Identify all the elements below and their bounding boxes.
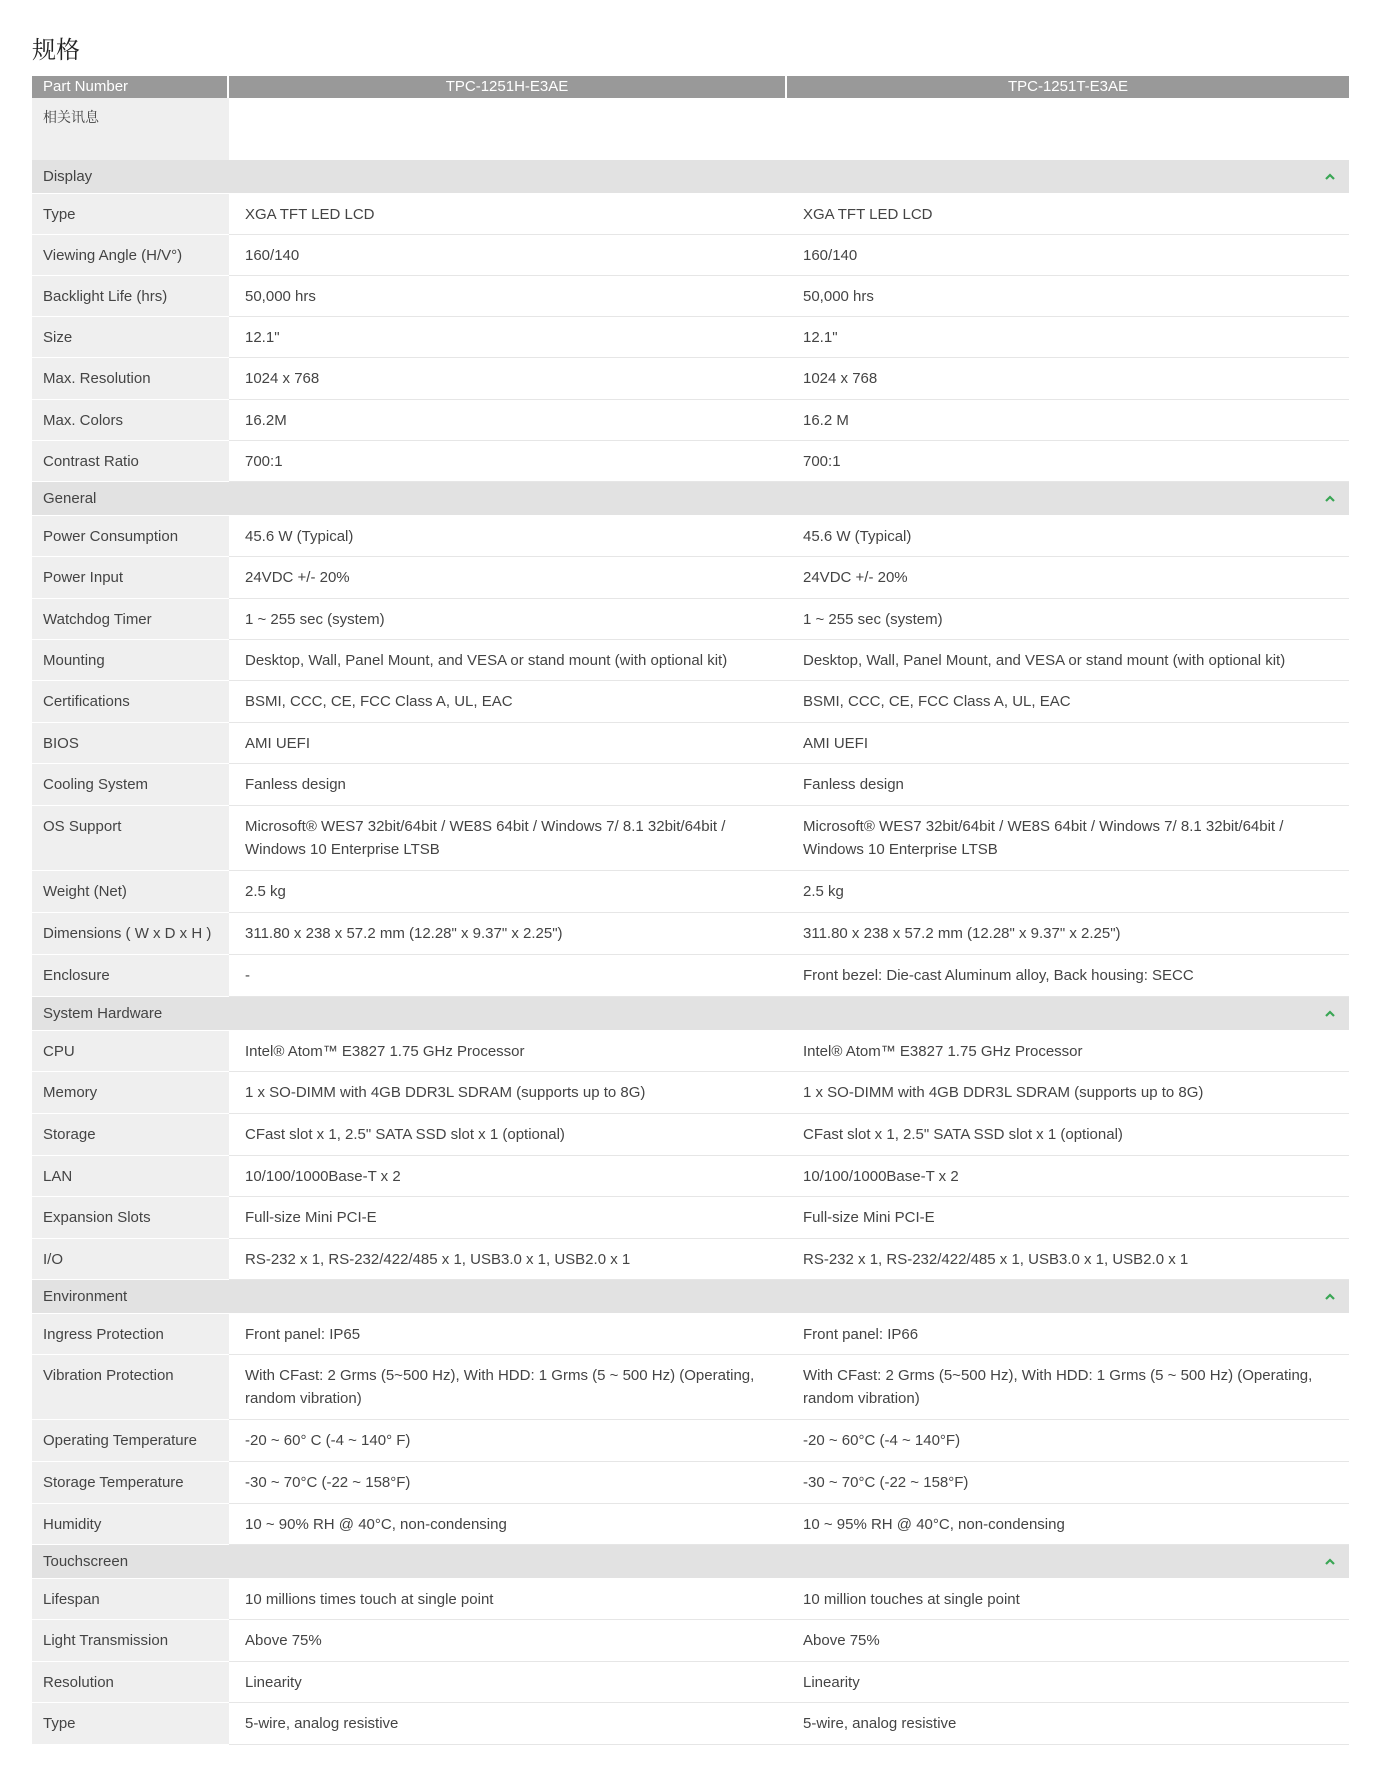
row-value-1: 24VDC +/- 20% [245, 569, 350, 586]
row-value-2: Desktop, Wall, Panel Mount, and VESA or stand mount (with optional kit) [803, 652, 1286, 669]
row-label: CPU [32, 1031, 229, 1072]
table-row [32, 400, 1349, 441]
row-value-1: -20 ~ 60° C (-4 ~ 140° F) [245, 1432, 411, 1449]
row-label: Type [32, 194, 229, 235]
row-label: OS Support [32, 806, 229, 871]
row-value-2: Full-size Mini PCI-E [803, 1209, 935, 1226]
table-row [32, 1504, 1349, 1545]
table-row [32, 1072, 1349, 1114]
row-value-2: Front bezel: Die-cast Aluminum alloy, Back housing: SECC [803, 967, 1194, 984]
row-value-2: Front panel: IP66 [803, 1326, 919, 1343]
row-value-1: Microsoft® WES7 32bit/64bit / WE8S 64bit / Windows 7/ 8.1 32bit/64bit / Windows 10 Enterprise LTSB [245, 818, 726, 858]
table-row [32, 913, 1349, 955]
row-value-1: - [245, 967, 250, 984]
table-row [32, 640, 1349, 681]
chevron-up-icon[interactable] [1323, 494, 1337, 504]
chevron-up-icon[interactable] [1323, 1009, 1337, 1019]
page-title: 规格 [32, 37, 80, 64]
table-row [32, 1420, 1349, 1462]
row-value-2: 160/140 [803, 247, 858, 264]
row-label: Enclosure [32, 955, 229, 997]
row-value-1: 12.1" [245, 329, 280, 346]
row-value-1: Full-size Mini PCI-E [245, 1209, 377, 1226]
row-value-2: 10/100/1000Base-T x 2 [803, 1168, 959, 1185]
row-label: Mounting [32, 640, 229, 681]
row-value-1: 311.80 x 238 x 57.2 mm (12.28" x 9.37" x 2.25") [245, 925, 563, 942]
row-value-2: 10 million touches at single point [803, 1591, 1020, 1608]
row-value-2: 1 x SO-DIMM with 4GB DDR3L SDRAM (supports up to 8G) [803, 1084, 1204, 1101]
section-title: Environment [43, 1288, 128, 1305]
row-value-2: Linearity [803, 1674, 860, 1691]
row-value-1: 700:1 [245, 453, 283, 470]
table-row [32, 1662, 1349, 1703]
table-row [32, 441, 1349, 482]
row-label: Size [32, 317, 229, 358]
chevron-up-icon[interactable] [1323, 1292, 1337, 1302]
row-label: Certifications [32, 681, 229, 723]
row-label: Dimensions ( W x D x H ) [32, 913, 229, 955]
row-label: Humidity [32, 1504, 229, 1545]
table-row [32, 1197, 1349, 1239]
section-title: General [43, 490, 97, 507]
row-value-1: 1 x SO-DIMM with 4GB DDR3L SDRAM (supports up to 8G) [245, 1084, 646, 1101]
chevron-up-icon[interactable] [1323, 1557, 1337, 1567]
table-row [32, 764, 1349, 806]
row-value-1: BSMI, CCC, CE, FCC Class A, UL, EAC [245, 693, 513, 710]
row-label: Ingress Protection [32, 1314, 229, 1355]
table-row [32, 1703, 1349, 1745]
table-row [32, 1462, 1349, 1504]
row-value-1: XGA TFT LED LCD [245, 206, 375, 223]
row-label: I/O [32, 1239, 229, 1280]
section-system-hardware[interactable] [32, 997, 1349, 1031]
row-value-1: 5-wire, analog resistive [245, 1715, 399, 1732]
table-row [32, 1156, 1349, 1197]
row-value-1: CFast slot x 1, 2.5" SATA SSD slot x 1 (optional) [245, 1126, 565, 1143]
row-value-2: RS-232 x 1, RS-232/422/485 x 1, USB3.0 x 1, USB2.0 x 1 [803, 1251, 1189, 1268]
table-row [32, 317, 1349, 358]
row-value-1: AMI UEFI [245, 735, 311, 752]
row-value-2: BSMI, CCC, CE, FCC Class A, UL, EAC [803, 693, 1071, 710]
row-label: Weight (Net) [32, 871, 229, 913]
row-label: Memory [32, 1072, 229, 1114]
row-value-2: 311.80 x 238 x 57.2 mm (12.28" x 9.37" x 2.25") [803, 925, 1121, 942]
table-row [32, 1031, 1349, 1072]
row-value-1: Front panel: IP65 [245, 1326, 361, 1343]
section-title: Touchscreen [43, 1553, 129, 1570]
row-label: Power Consumption [32, 516, 229, 557]
row-value-2: 16.2 M [803, 412, 849, 429]
row-label: Storage Temperature [32, 1462, 229, 1504]
row-value-1: 45.6 W (Typical) [245, 528, 354, 545]
section-general[interactable] [32, 482, 1349, 516]
row-value-2: Fanless design [803, 776, 904, 793]
row-value-1: 160/140 [245, 247, 300, 264]
section-display[interactable] [32, 160, 1349, 194]
section-title: System Hardware [43, 1005, 163, 1022]
chevron-up-icon[interactable] [1323, 172, 1337, 182]
row-label: Power Input [32, 557, 229, 599]
row-value-1: Intel® Atom™ E3827 1.75 GHz Processor [245, 1043, 525, 1060]
row-value-1: Desktop, Wall, Panel Mount, and VESA or stand mount (with optional kit) [245, 652, 728, 669]
row-value-1: With CFast: 2 Grms (5~500 Hz), With HDD: 1 Grms (5 ~ 500 Hz) (Operating, random vibration) [245, 1367, 755, 1407]
row-value-2: Intel® Atom™ E3827 1.75 GHz Processor [803, 1043, 1083, 1060]
row-value-2: 1 ~ 255 sec (system) [803, 611, 943, 628]
section-environment[interactable] [32, 1280, 1349, 1314]
row-label: Max. Colors [32, 400, 229, 441]
row-value-1: 50,000 hrs [245, 288, 316, 305]
row-value-1: Fanless design [245, 776, 346, 793]
table-row [32, 1579, 1349, 1620]
row-value-2: 5-wire, analog resistive [803, 1715, 957, 1732]
row-label: Light Transmission [32, 1620, 229, 1662]
row-value-1: Linearity [245, 1674, 302, 1691]
table-row [32, 599, 1349, 640]
row-value-1: 10/100/1000Base-T x 2 [245, 1168, 401, 1185]
row-value-1: 10 millions times touch at single point [245, 1591, 494, 1608]
row-value-2: 10 ~ 95% RH @ 40°C, non-condensing [803, 1516, 1065, 1533]
row-label: Expansion Slots [32, 1197, 229, 1239]
row-label: Resolution [32, 1662, 229, 1703]
table-row [32, 681, 1349, 723]
table-row [32, 1114, 1349, 1156]
header-label: Part Number [32, 76, 229, 98]
row-label: Watchdog Timer [32, 599, 229, 640]
table-row [32, 1620, 1349, 1662]
row-label: Viewing Angle (H/V°) [32, 235, 229, 276]
table-row [32, 955, 1349, 997]
row-label: Type [32, 1703, 229, 1745]
row-label: Storage [32, 1114, 229, 1156]
table-row [32, 194, 1349, 235]
row-label: Cooling System [32, 764, 229, 806]
row-value-2: AMI UEFI [803, 735, 869, 752]
row-value-2: Microsoft® WES7 32bit/64bit / WE8S 64bit / Windows 7/ 8.1 32bit/64bit / Windows 10 Enterprise LTSB [803, 818, 1284, 858]
row-label: Operating Temperature [32, 1420, 229, 1462]
row-value-2: 45.6 W (Typical) [803, 528, 912, 545]
row-value-1: 1024 x 768 [245, 370, 320, 387]
row-label: Vibration Protection [32, 1355, 229, 1420]
row-label: Lifespan [32, 1579, 229, 1620]
table-row [32, 1239, 1349, 1280]
row-value-2: 50,000 hrs [803, 288, 874, 305]
row-value-1: Above 75% [245, 1632, 322, 1649]
row-value-2: XGA TFT LED LCD [803, 206, 933, 223]
row-value-2: CFast slot x 1, 2.5" SATA SSD slot x 1 (optional) [803, 1126, 1123, 1143]
row-value-2: 700:1 [803, 453, 841, 470]
row-value-1: -30 ~ 70°C (-22 ~ 158°F) [245, 1474, 411, 1491]
header-model-2: TPC-1251T-E3AE [1007, 78, 1129, 95]
table-row [32, 806, 1349, 871]
table-row [32, 235, 1349, 276]
spec-table [32, 76, 1349, 1745]
table-row [32, 871, 1349, 913]
table-row [32, 1355, 1349, 1420]
row-label: LAN [32, 1156, 229, 1197]
row-value-2: 2.5 kg [803, 883, 844, 900]
row-value-2: -20 ~ 60°C (-4 ~ 140°F) [803, 1432, 961, 1449]
row-label: BIOS [32, 723, 229, 764]
table-row [32, 723, 1349, 764]
row-value-2: 1024 x 768 [803, 370, 878, 387]
section-title: Display [43, 168, 93, 185]
table-row [32, 1314, 1349, 1355]
row-label: Contrast Ratio [32, 441, 229, 482]
table-row [32, 276, 1349, 317]
related-info-row [32, 98, 1349, 160]
row-label: Backlight Life (hrs) [32, 276, 229, 317]
table-row [32, 358, 1349, 400]
row-value-1: 2.5 kg [245, 883, 286, 900]
row-value-2: With CFast: 2 Grms (5~500 Hz), With HDD: 1 Grms (5 ~ 500 Hz) (Operating, random vibration) [803, 1367, 1313, 1407]
section-touchscreen[interactable] [32, 1545, 1349, 1579]
related-info-label: 相关讯息 [32, 98, 229, 160]
table-header [32, 76, 1349, 98]
header-model-1: TPC-1251H-E3AE [229, 76, 787, 98]
row-value-1: 1 ~ 255 sec (system) [245, 611, 385, 628]
row-value-2: 12.1" [803, 329, 838, 346]
row-label: Max. Resolution [32, 358, 229, 400]
table-row [32, 516, 1349, 557]
row-value-2: Above 75% [803, 1632, 880, 1649]
row-value-1: RS-232 x 1, RS-232/422/485 x 1, USB3.0 x 1, USB2.0 x 1 [245, 1251, 631, 1268]
row-value-2: 24VDC +/- 20% [803, 569, 908, 586]
table-row [32, 557, 1349, 599]
row-value-1: 10 ~ 90% RH @ 40°C, non-condensing [245, 1516, 507, 1533]
row-value-1: 16.2M [245, 412, 287, 429]
row-value-2: -30 ~ 70°C (-22 ~ 158°F) [803, 1474, 969, 1491]
